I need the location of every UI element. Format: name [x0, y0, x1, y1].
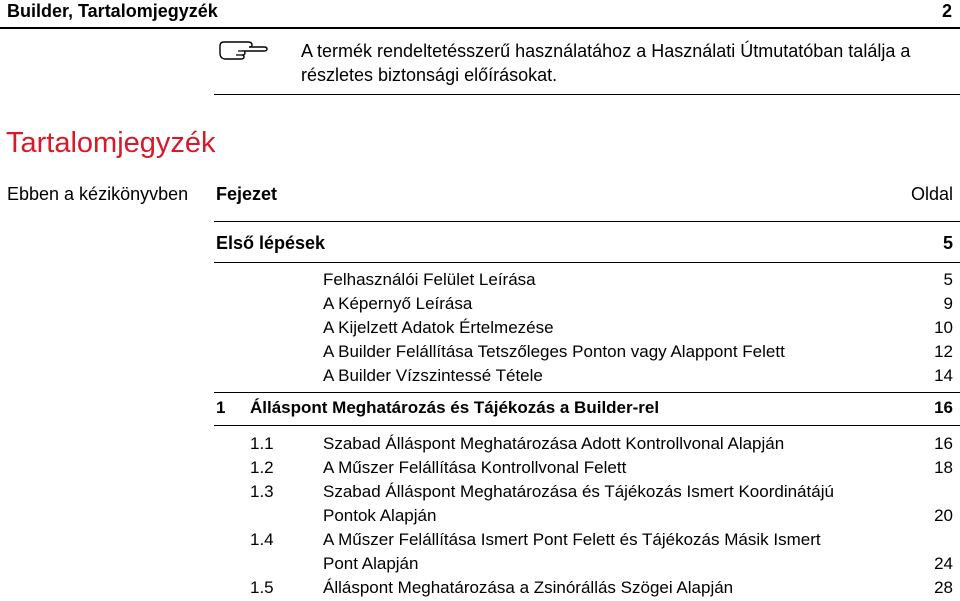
toc-page-number: 20: [934, 506, 953, 525]
toc-entry[interactable]: Szabad Álláspont Meghatározása Adott Kontrollvonal Alapján: [323, 434, 785, 453]
toc-entry[interactable]: A Kijelzett Adatok Értelmezése: [323, 318, 554, 337]
table-divider: [214, 392, 960, 393]
note-divider: [214, 94, 960, 95]
table-divider: [214, 262, 960, 263]
header-title: Builder, Tartalomjegyzék: [7, 1, 218, 21]
toc-page-number: 16: [934, 398, 953, 417]
toc-entry-number: 1.3: [250, 482, 274, 501]
toc-entry-number: 1.5: [250, 578, 274, 597]
toc-page-number: 5: [942, 233, 953, 253]
toc-section-first-steps[interactable]: Első lépések: [216, 233, 326, 253]
header-divider: [0, 27, 960, 29]
toc-entry-number: 1.2: [250, 458, 274, 477]
toc-page-number: 28: [934, 578, 953, 597]
toc-entry[interactable]: A Builder Vízszintessé Tétele: [323, 366, 543, 385]
column-page-header: Oldal: [910, 184, 953, 204]
toc-page-number: 24: [934, 554, 953, 573]
toc-page-number: 5: [943, 270, 953, 289]
side-label: Ebben a kézikönyvben: [7, 184, 189, 204]
toc-entry[interactable]: A Képernyő Leírása: [323, 294, 473, 313]
toc-entry-number: 1.4: [250, 530, 274, 549]
toc-entry-number: 1.1: [250, 434, 274, 453]
toc-page-number: 18: [934, 458, 953, 477]
toc-entry-continuation[interactable]: Pont Alapján: [323, 554, 419, 573]
toc-chapter-title[interactable]: Álláspont Meghatározás és Tájékozás a Builder-rel: [250, 398, 660, 417]
toc-page-number: 16: [934, 434, 953, 453]
toc-entry[interactable]: Felhasználói Felület Leírása: [323, 270, 536, 289]
pointing-hand-icon: [218, 36, 268, 60]
toc-chapter-number: 1: [216, 398, 226, 417]
toc-entry[interactable]: A Builder Felállítása Tetszőleges Ponton vagy Alappont Felett: [323, 342, 785, 361]
header-page-number: 2: [941, 1, 952, 21]
table-divider: [214, 221, 960, 222]
toc-entry-continuation[interactable]: Pontok Alapján: [323, 506, 437, 525]
column-chapter-header: Fejezet: [216, 184, 278, 204]
toc-entry[interactable]: Szabad Álláspont Meghatározása és Tájékozás Ismert Koordinátájú: [323, 482, 834, 501]
toc-title: Tartalomjegyzék: [6, 127, 216, 159]
toc-page-number: 9: [943, 294, 953, 313]
toc-entry[interactable]: Álláspont Meghatározása a Zsinórállás Szögei Alapján: [323, 578, 734, 597]
toc-page-number: 10: [934, 318, 953, 337]
toc-page-number: 12: [934, 342, 953, 361]
toc-entry[interactable]: A Műszer Felállítása Ismert Pont Felett és Tájékozás Másik Ismert: [323, 530, 821, 549]
table-divider: [214, 425, 960, 426]
toc-page-number: 14: [934, 366, 953, 385]
safety-note: A termék rendeltetésszerű használatához a Használati Útmutatóban találja a részletes biztonsági előírásokat.: [301, 41, 911, 85]
toc-entry[interactable]: A Műszer Felállítása Kontrollvonal Felett: [323, 458, 627, 477]
